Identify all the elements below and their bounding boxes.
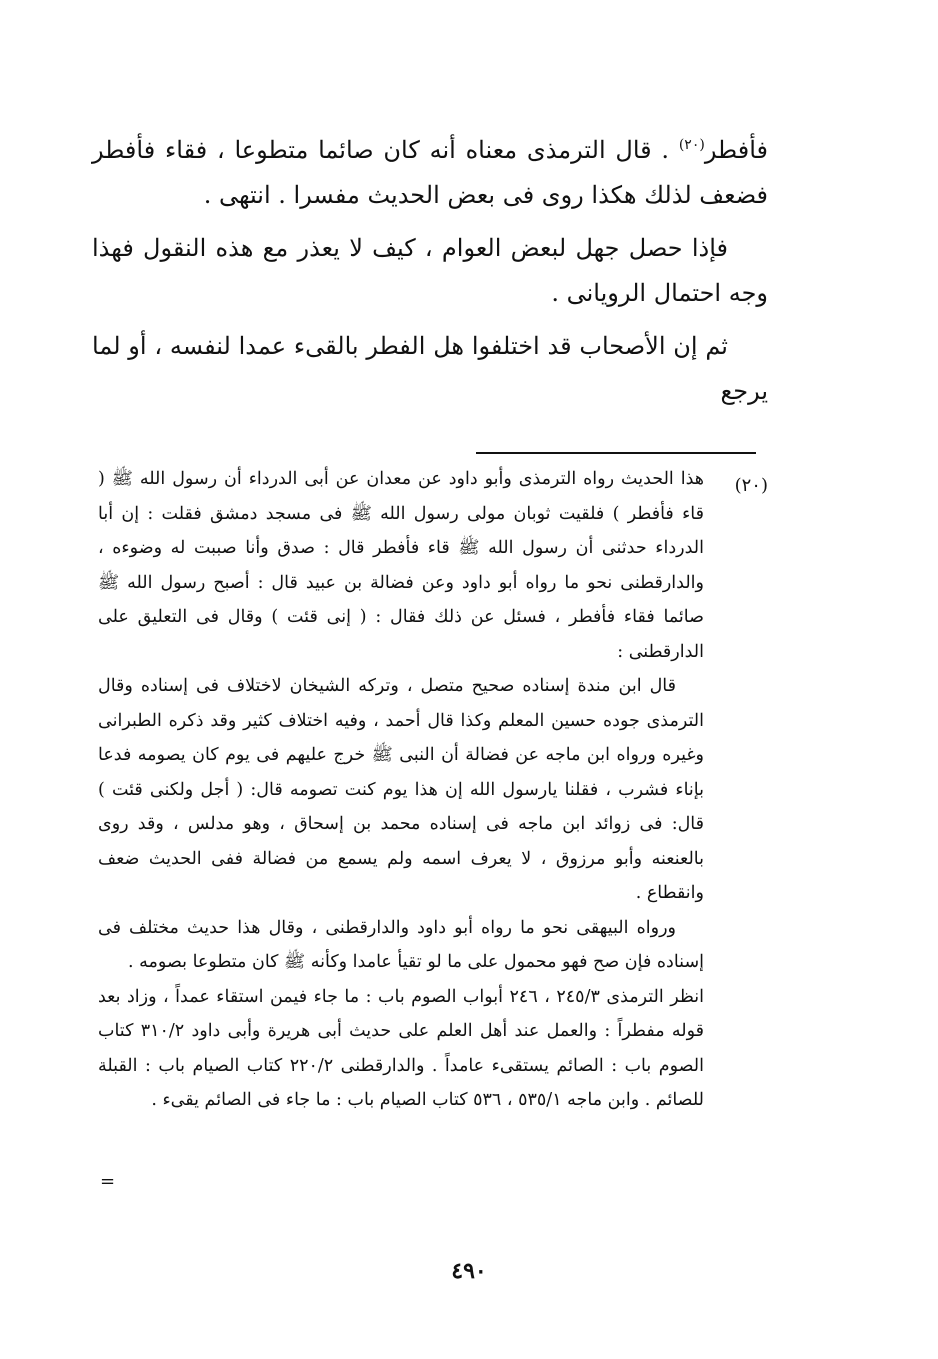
main-text-block (92, 128, 768, 422)
main-paragraph-1 (92, 128, 768, 218)
footnote-body (98, 462, 704, 1118)
footnote-reference: (٢٠) (678, 137, 705, 153)
footnote-paragraph-3: ورواه البيهقى نحو ما رواه أبو داود والدارقطنى ، وقال هذا حديث مختلف فى إسناده فإن صح فهو محمول على ما لو تقيأ عامدا وكأنه ﷺ كان متطوعا بصومه . (98, 917, 704, 972)
main-paragraph-1-start: فأفطر (704, 136, 768, 164)
footnote-paragraph-2: قال ابن مندة إسناده صحيح متصل ، وتركه الشيخان لاختلاف فى إسناده وقال الترمذى جوده حسين المعلم وكذا قال أحمد ، وفيه اختلاف كثير وقد ذكره الطبرانى وغيره ورواه ابن ماجه عن فضالة أن النبى ﷺ خرج عليهم فى يوم كان يصومه فدعا بإناء فشرب ، فقلنا يارسول الله إن هذا يوم كنت تصومه قال: ( أجل ولكنى قئت ) قال: فى زوائد ابن ماجه فى إسناده محمد بن إسحاق ، وهو مدلس ، وقد روى بالعنعنه وأبو مرزوق ، لا يعرف اسمه ولم يسمع من فضالة ففى الحديث ضعف وانقطاع . (98, 676, 705, 903)
footnote-paragraph-4: انظر الترمذى ٢٤٥/٣ ، ٢٤٦ أبواب الصوم باب : ما جاء فيمن استقاء عمداً ، وزاد بعد قوله مفطراً : والعمل عند أهل العلم على حديث أبى هريرة وأبى داود ٣١٠/٢ كتاب الصوم باب : الصائم يستقىء عامداً . والدارقطنى ٢٢٠/٢ كتاب الصيام باب : القبلة للصائم . وابن ماجه ٥٣٥/١ ، ٥٣٦ كتاب الصيام باب : ما جاء فى الصائم يقىء . (98, 986, 704, 1110)
main-paragraph-3: ثم إن الأصحاب قد اختلفوا هل الفطر بالقىء عمدا لنفسه ، أو لما يرجع (92, 332, 768, 405)
footnote-number: (٢٠) (734, 475, 768, 496)
main-paragraph-2: فإذا حصل جهل لبعض العوام ، كيف لا يعذر مع هذه النقول فهذا وجه احتمال الرويانى . (92, 234, 768, 307)
continues-mark: = (100, 1171, 116, 1192)
footnote-separator (476, 452, 756, 454)
footnote-paragraph-1: هذا الحديث رواه الترمذى وأبو داود عن معدان عن أبى الدرداء أن رسول الله ﷺ ( قاء فأفطر ) فلقيت ثوبان مولى رسول الله ﷺ فى مسجد دمشق فقلت : إن أبا الدرداء حدثنى أن رسول الله ﷺ قاء فأفطر قال : صدق وأنا صببت له وضوءه ، والدارقطنى نحو ما رواه أبو داود وعن فضالة بن عبيد قال : أصبح رسول الله ﷺ صائما فقاء فأفطر ، فسئل عن ذلك فقال : ( إنى قئت ) وقال فى التعليق على الدارقطنى : (98, 469, 704, 662)
page-number: ٤٩٠ (451, 1258, 487, 1284)
main-paragraph-1-rest: . قال الترمذى معناه أنه كان صائما متطوعا ، فقاء فأفطر فضعف لذلك هكذا روى فى بعض الحديث مفسرا . انتهى . (92, 136, 768, 209)
